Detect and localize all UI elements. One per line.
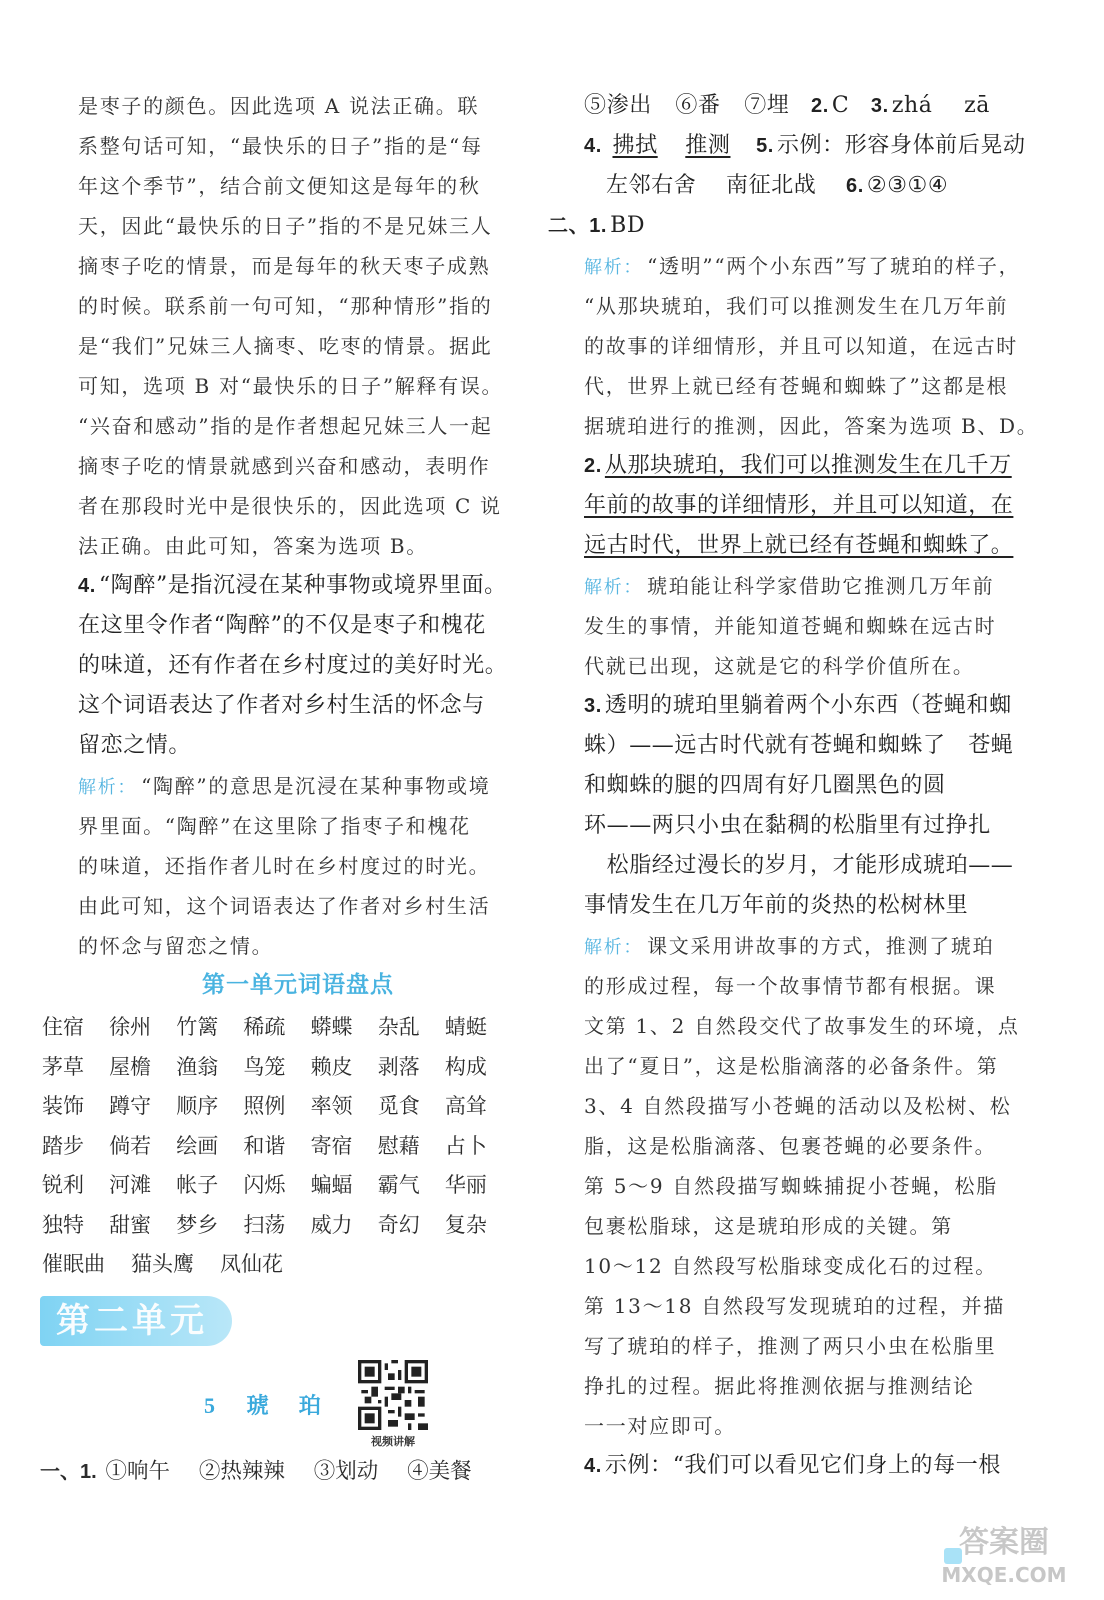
- answer-item: ④美餐: [407, 1459, 472, 1484]
- answer-line: 年这个季节”，结合前文便知这是每年的秋: [78, 174, 481, 198]
- vocab-word: 扫荡: [243, 1212, 286, 1237]
- vocab-word: 占卜: [444, 1133, 487, 1158]
- vocab-row: [42, 1206, 512, 1246]
- vocab-word: 奇幻: [377, 1212, 420, 1237]
- answer-line: 摘枣子吃的情景就感到兴奋和感动，表明作: [78, 454, 491, 478]
- answer-line: ⑤渗出 ⑥番 ⑦埋 2. C 3. zhá zā: [584, 93, 991, 118]
- analysis-line: 包裹松脂球，这是琥珀形成的关键。第: [584, 1214, 953, 1238]
- answer-line: 是枣子的颜色。因此选项 A 说法正确。联: [78, 94, 480, 118]
- vocab-word: 踏步: [42, 1133, 84, 1158]
- vocab-word: 照例: [243, 1094, 286, 1118]
- answer-line: 左邻右舍 南征北战 6. ②③①④: [606, 173, 949, 198]
- analysis-label: 解析：: [584, 937, 644, 958]
- vocab-word: 徐州: [109, 1015, 152, 1039]
- vocab-word: 复杂: [444, 1212, 487, 1237]
- vocab-word: 独特: [42, 1212, 84, 1237]
- vocab-word: 猫头鹰: [131, 1252, 194, 1276]
- analysis-line: 解析： “透明”“两个小东西”写了琥珀的样子，: [584, 254, 1021, 278]
- answer-item: ⑤渗出: [584, 93, 652, 118]
- answer-line: 4. 拂拭 推测 5. 示例：形容身体前后晃动: [584, 133, 1026, 158]
- vocab-word: 绘画: [176, 1133, 219, 1158]
- q3-answer-line: 和蜘蛛的腿的四周有好几圈黑色的圆: [584, 773, 946, 798]
- vocab-row: [42, 1245, 512, 1285]
- vocab-word: 帐子: [176, 1173, 219, 1197]
- q2-number: 2.: [584, 455, 602, 477]
- vocab-row: [42, 1008, 512, 1048]
- vocab-word: 华丽: [444, 1173, 487, 1197]
- analysis-line: 文第 1、2 自然段交代了故事发生的环境，点: [584, 1014, 1020, 1038]
- analysis-line: 代就已出现，这就是它的科学价值所在。: [584, 654, 975, 678]
- qr-code-icon[interactable]: [358, 1360, 428, 1430]
- vocab-word: 鸟笼: [243, 1054, 286, 1079]
- answer-line: “兴奋和感动”指的是作者想起兄妹三人一起: [78, 414, 493, 438]
- vocab-word: 锐利: [42, 1173, 84, 1197]
- vocabulary-list: [42, 1008, 512, 1285]
- left-column: [78, 86, 518, 1004]
- vocab-word: 甜蜜: [109, 1212, 152, 1237]
- vocab-word: 蜻蜓: [444, 1015, 487, 1039]
- q4-number: 4.: [78, 575, 96, 597]
- analysis-line: 解析： “陶醉”的意思是沉浸在某种事物或境: [78, 774, 491, 798]
- answer-item: ③划动: [313, 1459, 379, 1484]
- answer-line: 法正确。由此可知，答案为选项 B。: [78, 534, 428, 558]
- lesson-number: 5: [204, 1393, 215, 1418]
- q3-answer-line: 3. 透明的琥珀里躺着两个小东西（苍蝇和蜘: [584, 693, 1012, 718]
- vocab-word: 觅食: [377, 1094, 420, 1118]
- q2-number: 2.: [811, 95, 829, 117]
- analysis-line: 10～12 自然段写松脂球变成化石的过程。: [584, 1254, 997, 1278]
- vocab-word: 倘若: [109, 1133, 152, 1158]
- underlined-word: 拂拭: [612, 133, 658, 158]
- vocab-word: 装饰: [42, 1094, 84, 1118]
- vocab-word: 凤仙花: [220, 1252, 283, 1276]
- lesson-title-char: 琥: [246, 1394, 269, 1419]
- answer-line: 摘枣子吃的情景，而是每年的秋天枣子成熟: [78, 254, 491, 278]
- vocab-word: 霸气: [377, 1173, 420, 1197]
- q4-answer-line: 4. “陶醉”是指沉浸在某种事物或境界里面。: [78, 573, 507, 598]
- q3-answer-line: 松脂经过漫长的岁月，才能形成琥珀——: [584, 853, 1014, 878]
- vocab-word: 渔翁: [176, 1054, 219, 1079]
- analysis-line: 的怀念与留恋之情。: [78, 934, 274, 958]
- vocab-word: 竹篱: [176, 1015, 219, 1039]
- vocab-word: 河滩: [109, 1173, 152, 1197]
- analysis-line: 的故事的详细情形，并且可以知道，在远古时: [584, 334, 1018, 358]
- analysis-line: 第 13～18 自然段写发现琥珀的过程，并描: [584, 1294, 1006, 1318]
- lesson-title: [204, 1386, 351, 1426]
- vocab-word: 威力: [310, 1212, 353, 1237]
- vocab-row: [42, 1048, 512, 1088]
- q4-answer-line: 的味道，还有作者在乡村度过的美好时光。: [78, 653, 508, 678]
- answer-item: ②热辣辣: [198, 1459, 285, 1484]
- vocab-word: 闪烁: [243, 1173, 286, 1197]
- analysis-line: 的形成过程，每一个故事情节都有根据。课: [584, 974, 997, 998]
- analysis-line: 3、4 自然段描写小苍蝇的活动以及松树、松: [584, 1094, 1012, 1118]
- vocab-row: [42, 1166, 512, 1206]
- vocab-word: 剥落: [377, 1054, 420, 1079]
- vocab-word: 稀疏: [243, 1015, 286, 1039]
- lesson-title-char: 珀: [298, 1394, 321, 1419]
- analysis-line: 出了“夏日”，这是松脂滴落的必备条件。第: [584, 1054, 999, 1078]
- vocab-word: 梦乡: [176, 1212, 219, 1237]
- vocab-word: 住宿: [42, 1015, 84, 1039]
- analysis-line: 写了琥珀的样子，推测了两只小虫在松脂里: [584, 1334, 997, 1358]
- vocab-word: 寄宿: [310, 1133, 353, 1158]
- vocab-word: 杂乱: [377, 1015, 420, 1039]
- watermark-logo: [924, 1514, 1084, 1594]
- q3-answer-line: 蛛）——远古时代就有苍蝇和蜘蛛了 苍蝇: [584, 733, 1014, 758]
- vocab-word: 高耸: [444, 1094, 487, 1118]
- vocab-word: 催眠曲: [42, 1252, 105, 1276]
- vocab-word: 慰藉: [377, 1133, 420, 1158]
- q5-number: 5.: [756, 135, 774, 157]
- analysis-line: 发生的事情，并能知道苍蝇和蜘蛛在远古时: [584, 614, 997, 638]
- analysis-line: 界里面。“陶醉”在这里除了指枣子和槐花: [78, 814, 471, 838]
- part2-number: 二、1.: [548, 215, 608, 237]
- answer-line: 可知，选项 B 对“最快乐的日子”解释有误。: [78, 374, 504, 398]
- analysis-line: 代，世界上就已经有苍蝇和蜘蛛了”这都是根: [584, 374, 1009, 398]
- analysis-line: 据琥珀进行的推测，因此，答案为选项 B、D。: [584, 414, 1039, 438]
- q4-answer-line: 在这里令作者“陶醉”的不仅是枣子和槐花: [78, 613, 486, 638]
- analysis-line: 第 5～9 自然段描写蜘蛛捕捉小苍蝇，松脂: [584, 1174, 998, 1198]
- q6-number: 6.: [846, 175, 864, 197]
- q4-number: 4.: [584, 1455, 602, 1477]
- vocab-word: 蹲守: [109, 1094, 152, 1118]
- answer-line: 天，因此“最快乐的日子”指的不是兄妹三人: [78, 214, 493, 238]
- vocab-word: 赖皮: [310, 1054, 353, 1079]
- vocab-row: [42, 1127, 512, 1167]
- vocab-word: 屋檐: [109, 1054, 152, 1079]
- q4-answer-line: 留恋之情。: [78, 733, 192, 758]
- right-column: [548, 86, 1039, 1486]
- answer-line: 系整句话可知，“最快乐的日子”指的是“每: [78, 134, 483, 158]
- vocab-word: 率领: [310, 1094, 353, 1118]
- analysis-line: 解析： 琥珀能让科学家借助它推测几万年前: [584, 574, 995, 598]
- analysis-label: 解析：: [584, 257, 644, 278]
- analysis-line: 脂，这是松脂滴落、包裹苍蝇的必要条件。: [584, 1134, 997, 1158]
- answer-line: 者在那段时光中是很快乐的，因此选项 C 说: [78, 494, 502, 518]
- analysis-line: 解析： 课文采用讲故事的方式，推测了琥珀: [584, 934, 995, 958]
- part2-answer-line: 二、1. BD: [548, 213, 646, 238]
- watermark-text: 答案圈 MXQE.COM: [941, 1525, 1067, 1587]
- section-title: 第一单元词语盘点: [202, 972, 394, 998]
- q4-answer-line: 4. 示例：“我们可以看见它们身上的每一根: [584, 1453, 1001, 1478]
- q3-number: 3.: [584, 695, 602, 717]
- q2-answer-line: 2. 从那块琥珀，我们可以推测发生在几千万: [584, 453, 1012, 478]
- unit-banner-title: 第二单元: [56, 1301, 208, 1341]
- analysis-line: “从那块琥珀，我们可以推测发生在几万年前: [584, 294, 1009, 318]
- underlined-word: 推测: [685, 133, 731, 158]
- q2-answer-line: 远古时代，世界上就已经有苍蝇和蜘蛛了。: [584, 533, 1014, 558]
- vocab-word: 蟒蝶: [310, 1015, 353, 1039]
- q3-answer-line: 事情发生在几万年前的炎热的松树林里: [584, 893, 969, 918]
- answer-line: 的时候。联系前一句可知，“那种情形”指的: [78, 294, 493, 318]
- q3-answer-line: 环——两只小虫在黏稠的松脂里有过挣扎: [584, 813, 991, 838]
- vocab-word: 蝙蝠: [310, 1173, 353, 1197]
- q4-number: 4.: [584, 135, 602, 157]
- answer-line: 是“我们”兄妹三人摘枣、吃枣的情景。据此: [78, 334, 493, 358]
- vocab-word: 茅草: [42, 1054, 84, 1079]
- analysis-line: 的味道，还指作者儿时在乡村度过的时光。: [78, 854, 491, 878]
- answer-item: ⑦埋: [744, 93, 790, 118]
- analysis-label: 解析：: [584, 577, 644, 598]
- q4-answer-line: 这个词语表达了作者对乡村生活的怀念与: [78, 693, 485, 718]
- analysis-line: 由此可知，这个词语表达了作者对乡村生活: [78, 894, 491, 918]
- analysis-line: 一一对应即可。: [584, 1414, 736, 1438]
- analysis-line: 挣扎的过程。据此将推测依据与推测结论: [584, 1374, 975, 1398]
- answer-item: ①响午: [105, 1459, 171, 1484]
- vocab-row: [42, 1087, 512, 1127]
- qr-caption: 视频讲解: [371, 1435, 415, 1448]
- analysis-label: 解析：: [78, 777, 138, 798]
- q2-answer-line: 年前的故事的详细情形，并且可以知道，在: [584, 493, 1014, 518]
- vocab-word: 和谐: [243, 1133, 286, 1158]
- unit-banner: [40, 1296, 232, 1346]
- q3-number: 3.: [870, 95, 889, 117]
- vocab-word: 顺序: [176, 1094, 219, 1118]
- part1-answer-line: [40, 1452, 472, 1492]
- answer-item: ⑥番: [675, 93, 721, 118]
- vocab-word: 构成: [444, 1054, 487, 1079]
- part1-number: 一、1.: [40, 1461, 97, 1483]
